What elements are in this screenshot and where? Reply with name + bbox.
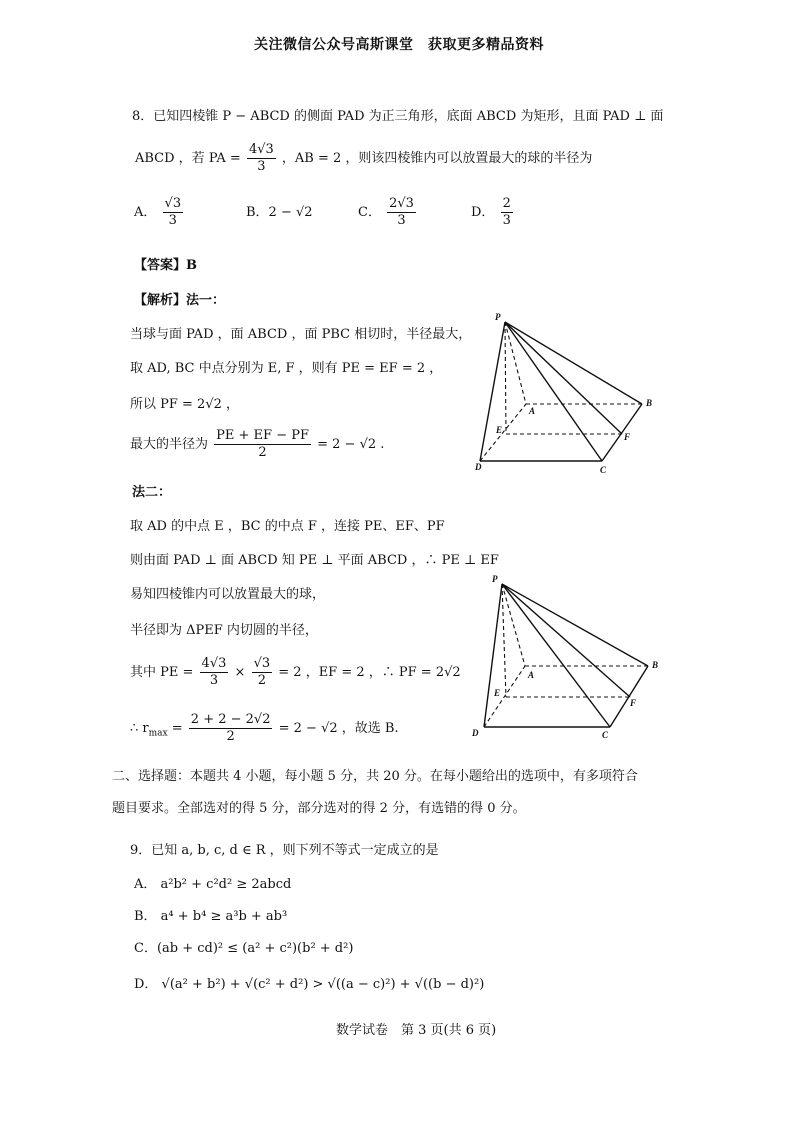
q8-option-c-den: 3 (397, 213, 406, 228)
fig2-label-d: D (472, 728, 479, 738)
method2-line5-end: = 2 ，EF = 2 ，∴ PF = 2√2 (278, 665, 461, 680)
section2-line2: 题目要求。全部选对的得 5 分，部分选对的得 2 分，有选错的得 0 分。 (112, 801, 526, 816)
q8-option-c-num: 2√3 (389, 196, 414, 211)
analysis-line2: 取 AD, BC 中点分别为 E, F ，则有 PE = EF = 2 ， (130, 361, 443, 376)
q8-option-d-num: 2 (502, 196, 511, 211)
method2-line2: 则由面 PAD ⊥ 面 ABCD 知 PE ⊥ 平面 ABCD ，∴ PE ⊥ EF (130, 553, 499, 568)
fig1-label-e: E (496, 425, 503, 435)
q8-stem-line2 (135, 142, 592, 175)
method2-line6-end: = 2 − √2 ，故选 B. (278, 721, 399, 736)
page-footer: 数学试卷 第 3 页(共 6 页) (336, 1023, 497, 1038)
q8-option-a-den: 3 (168, 213, 177, 228)
q8-stem-line2-end: ，AB = 2 ，则该四棱锥内可以放置最大的球的半径为 (281, 151, 593, 166)
method2-frac1-den: 3 (209, 673, 219, 688)
q8-option-a (134, 196, 185, 229)
q8-stem-line2-start: ABCD ，若 PA = (135, 151, 241, 166)
q8-option-a-label: A． (134, 205, 157, 220)
fig2-label-e: E (494, 688, 501, 698)
pyramid-figure-1 (470, 306, 670, 476)
analysis-line1: 当球与面 PAD ，面 ABCD ，面 PBC 相切时，半径最大， (130, 327, 472, 342)
fig1-label-b: B (646, 398, 653, 408)
method2-title: 法二： (132, 485, 172, 500)
fig2-label-p: P (492, 574, 498, 584)
q8-pa-denominator: 3 (257, 159, 266, 174)
q8-option-c-fraction (387, 196, 416, 229)
method2-rmax-num: 2 + 2 − 2√2 (190, 712, 271, 727)
analysis-line4-start: 最大的半径为 (130, 437, 209, 452)
method2-line6 (130, 712, 399, 745)
method2-line3: 易知四棱锥内可以放置最大的球， (130, 587, 326, 602)
page-header: 关注微信公众号高斯课堂 获取更多精品资料 (254, 37, 544, 53)
q8-option-d (471, 196, 515, 229)
method2-frac2-num: √3 (253, 656, 271, 671)
answer-label: 【答案】B (134, 258, 197, 273)
method2-line5 (130, 656, 461, 689)
q9-stem: 9．已知 a, b, c, d ∈ R ，则下列不等式一定成立的是 (130, 843, 439, 858)
method2-times: × (234, 665, 246, 680)
q8-option-b: B．2 − √2 (246, 205, 313, 220)
q9-option-d: D． √(a² + b²) + √(c² + d²) > √((a − c)²) + √((b − d)²) (134, 977, 485, 992)
q8-stem-line1: 8．已知四棱锥 P − ABCD 的侧面 PAD 为正三角形，底面 ABCD 为矩形，且面 PAD ⊥ 面 (132, 109, 664, 124)
q9-option-a: A． a²b² + c²d² ≥ 2abcd (134, 877, 292, 892)
q9-option-b: B． a⁴ + b⁴ ≥ a³b + ab³ (134, 909, 288, 924)
q8-option-a-fraction (163, 196, 184, 229)
analysis-title: 【解析】法一： (134, 293, 226, 308)
analysis-line4-end: = 2 − √2 . (317, 437, 385, 452)
analysis-line4 (130, 428, 384, 461)
fig2-label-c: C (602, 730, 609, 740)
section2-line1: 二、选择题：本题共 4 小题，每小题 5 分，共 20 分。在每小题给出的选项中，有多项符合 (112, 769, 638, 784)
q9-option-c: C．(ab + cd)² ≤ (a² + c²)(b² + d²) (134, 941, 354, 956)
method2-frac2 (252, 656, 273, 689)
method2-rmax-den: 2 (226, 729, 235, 744)
pyramid-figure-2 (470, 570, 670, 742)
radius-fraction-num: PE + EF − PF (216, 428, 309, 443)
method2-frac1-num: 4√3 (201, 656, 227, 671)
method2-line5-start: 其中 PE = (130, 665, 194, 680)
fig1-label-f: F (624, 432, 631, 442)
fig1-label-d: D (475, 462, 482, 472)
fig1-label-c: C (600, 465, 607, 475)
q8-pa-numerator: 4√3 (248, 142, 274, 157)
q8-option-d-den: 3 (502, 213, 511, 228)
fig1-label-p: P (495, 312, 501, 322)
method2-line1: 取 AD 的中点 E ，BC 的中点 F ，连接 PE、EF、PF (130, 519, 445, 534)
method2-frac2-den: 2 (257, 673, 266, 688)
q8-option-d-label: D． (471, 205, 495, 220)
r-max-subscript: max (148, 728, 168, 739)
fig2-label-b: B (652, 660, 659, 670)
analysis-line3: 所以 PF = 2√2 ， (130, 397, 240, 412)
method2-frac1 (200, 656, 229, 689)
fig2-label-a: A (528, 670, 535, 680)
q8-option-a-num: √3 (164, 196, 182, 211)
q8-option-c-label: C． (358, 205, 381, 220)
radius-fraction-den: 2 (258, 445, 267, 460)
q8-option-d-fraction (501, 196, 513, 229)
method2-line4: 半径即为 ΔPEF 内切圆的半径， (130, 623, 318, 638)
fig2-label-f: F (630, 698, 637, 708)
method2-rmax-fraction (189, 712, 273, 745)
q8-option-c (358, 196, 418, 229)
radius-fraction (214, 428, 311, 461)
method2-line6-start: ∴ r (130, 721, 149, 736)
method2-line6-eq: = (171, 721, 183, 736)
q8-pa-fraction (247, 142, 276, 175)
fig1-label-a: A (529, 406, 536, 416)
